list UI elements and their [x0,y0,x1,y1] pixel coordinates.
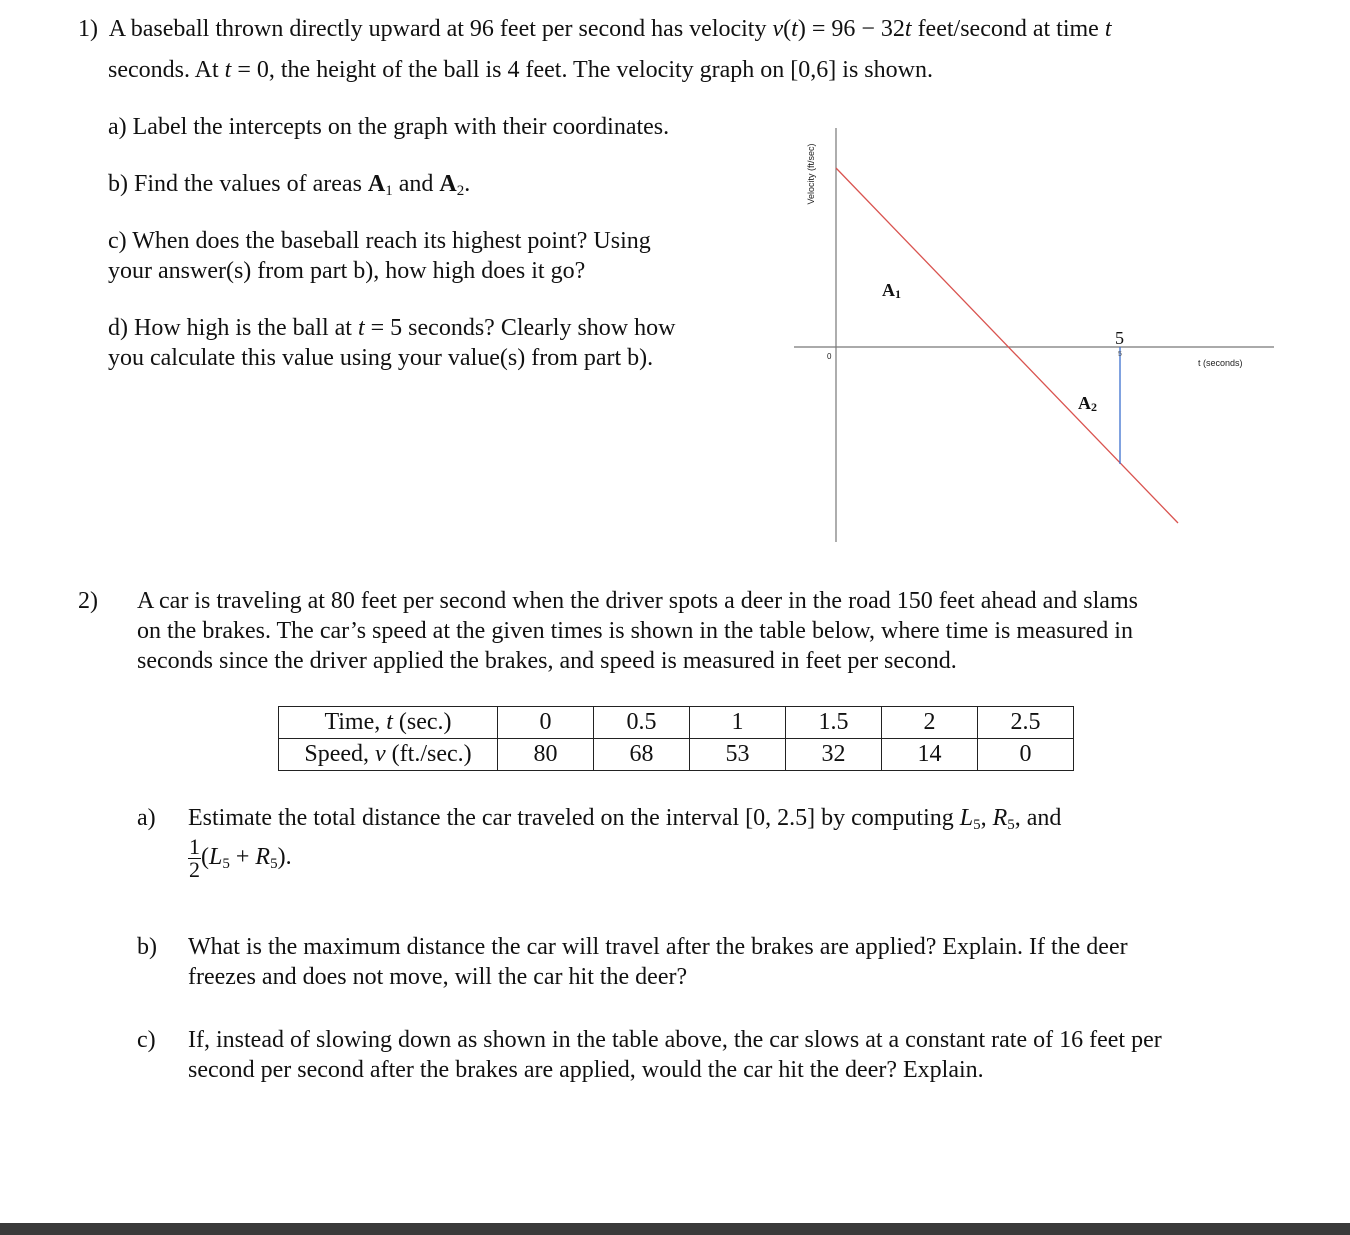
area-a2-label: A2 [1078,393,1097,414]
time-cell: 0.5 [594,707,690,739]
speed-cell: 0 [978,739,1074,771]
time-header-cell [279,707,498,739]
velocity-graph [790,120,1280,550]
problem1-part-d-line2: you calculate this value using your value(s) from part b). [108,345,654,371]
problem2-intro-line3: seconds since the driver applied the brakes, and speed is measured in feet per second. [137,648,957,674]
problem1-line1-text-a: A baseball thrown directly upward at 96 feet per second has velocity [108,16,773,42]
x-axis-label: t (seconds) [1198,358,1243,368]
problem1-part-d-line1 [108,313,675,343]
t-variable: t [791,16,798,42]
time-cell: 2.5 [978,707,1074,739]
speed-table [278,706,1074,771]
part-a-and: , and [1014,805,1062,831]
area-a1-letter: A [367,171,386,197]
velocity-line [836,168,1178,523]
problem2-part-b-line2: freezes and does not move, will the car hit the deer? [188,964,688,990]
problem1-part-b [108,169,470,199]
bottom-bar [0,1223,1350,1235]
paren-open: ( [783,16,792,42]
plus-sign: + [229,844,256,871]
speed-cell: 14 [882,739,978,771]
t5-small-label: 5 [1118,351,1122,358]
problem1-part-c-line2: your answer(s) from part b), how high does it go? [108,258,586,284]
speed-header-unit: (ft./sec.) [385,741,472,767]
time-cell: 1 [690,707,786,739]
problem1-part-c-line1: c) When does the baseball reach its highest point? Using [108,228,651,254]
area-a2-subscript: 2 [456,183,465,199]
time-cell: 1.5 [786,707,882,739]
one-half-fraction [188,836,201,881]
time-header-text: Time, [324,709,387,735]
speed-header-text: Speed, [304,741,376,767]
problem1-line2-text-b: = 0, the height of the ball is 4 feet. The velocity graph on [0,6] is shown. [231,57,933,83]
t5-label: 5 [1115,328,1124,348]
l5-letter: L [209,844,223,871]
paren-close: ) [797,16,806,42]
problem2-part-a-line1 [188,803,1061,833]
part-d-text-b: = 5 seconds? Clearly show how [364,315,676,341]
paren-open: ( [201,844,209,871]
problem1-part-a: a) Label the intercepts on the graph with their coordinates. [108,114,670,140]
r5-letter: R [255,844,271,871]
area-a2-letter: A [439,171,457,197]
problem2-intro-line1: A car is traveling at 80 feet per second when the driver spots a deer in the road 150 feet ahead and slams [137,588,1138,614]
table-row-speed [279,739,1074,771]
y-axis-label: Velocity (ft/sec) [806,143,816,205]
part-b-and: and [392,171,440,197]
problem2-part-b-label: b) [137,934,157,960]
problem1-line2 [108,55,933,85]
problem2-part-c-line1: If, instead of slowing down as shown in the table above, the car slows at a constant rate of 16 feet per [188,1027,1162,1053]
time-cell: 0 [498,707,594,739]
problem2-part-b-line1: What is the maximum distance the car will travel after the brakes are applied? Explain. If the deer [188,934,1128,960]
origin-label: 0 [827,352,832,361]
area-a1-label: A1 [882,280,901,301]
speed-cell: 68 [594,739,690,771]
speed-cell: 53 [690,739,786,771]
l5-subscript: 5 [973,817,981,833]
problem2-part-a-label: a) [137,805,156,831]
paren-close: ). [277,844,292,871]
problem1-line1-text-b: feet/second at time [911,16,1105,42]
problem2-intro-line2: on the brakes. The car’s speed at the given times is shown in the table below, where time is measured in [137,618,1133,644]
fraction-numerator: 1 [189,834,200,859]
area-a1-subscript: 1 [385,183,393,199]
average-expression [188,836,292,881]
part-b-text: b) Find the values of areas [108,171,368,197]
problem1-line2-text-a: seconds. At [108,57,225,83]
l5-subscript: 5 [222,856,230,873]
speed-header-cell [279,739,498,771]
part-b-period: . [464,171,471,197]
velocity-expression: = 96 − 32 [805,16,905,42]
problem2-part-c-line2: second per second after the brakes are applied, would the car hit the deer? Explain. [188,1057,984,1083]
problem2-number: 2) [78,588,98,614]
time-cell: 2 [882,707,978,739]
v-function: v [772,16,784,42]
t-variable: t [224,57,232,83]
speed-cell: 32 [786,739,882,771]
r5-subscript: 5 [1007,817,1015,833]
t-variable: t [386,709,393,735]
problem1-number: 1) [78,16,98,42]
t-variable: t [357,315,365,341]
speed-cell: 80 [498,739,594,771]
r5-subscript: 5 [270,856,278,873]
l5-letter: L [959,805,974,831]
time-header-unit: (sec.) [392,709,452,735]
r5-letter: R [992,805,1008,831]
v-variable: v [375,741,386,767]
t-variable: t [904,16,912,42]
comma: , [980,805,993,831]
fraction-denominator: 2 [189,857,200,882]
problem1-line1 [78,14,1112,44]
part-d-text-a: d) How high is the ball at [108,315,358,341]
problem2-part-c-label: c) [137,1027,156,1053]
part-a-text: Estimate the total distance the car traveled on the interval [0, 2.5] by computing [188,805,960,831]
table-row-time [279,707,1074,739]
t-variable: t [1104,16,1112,42]
